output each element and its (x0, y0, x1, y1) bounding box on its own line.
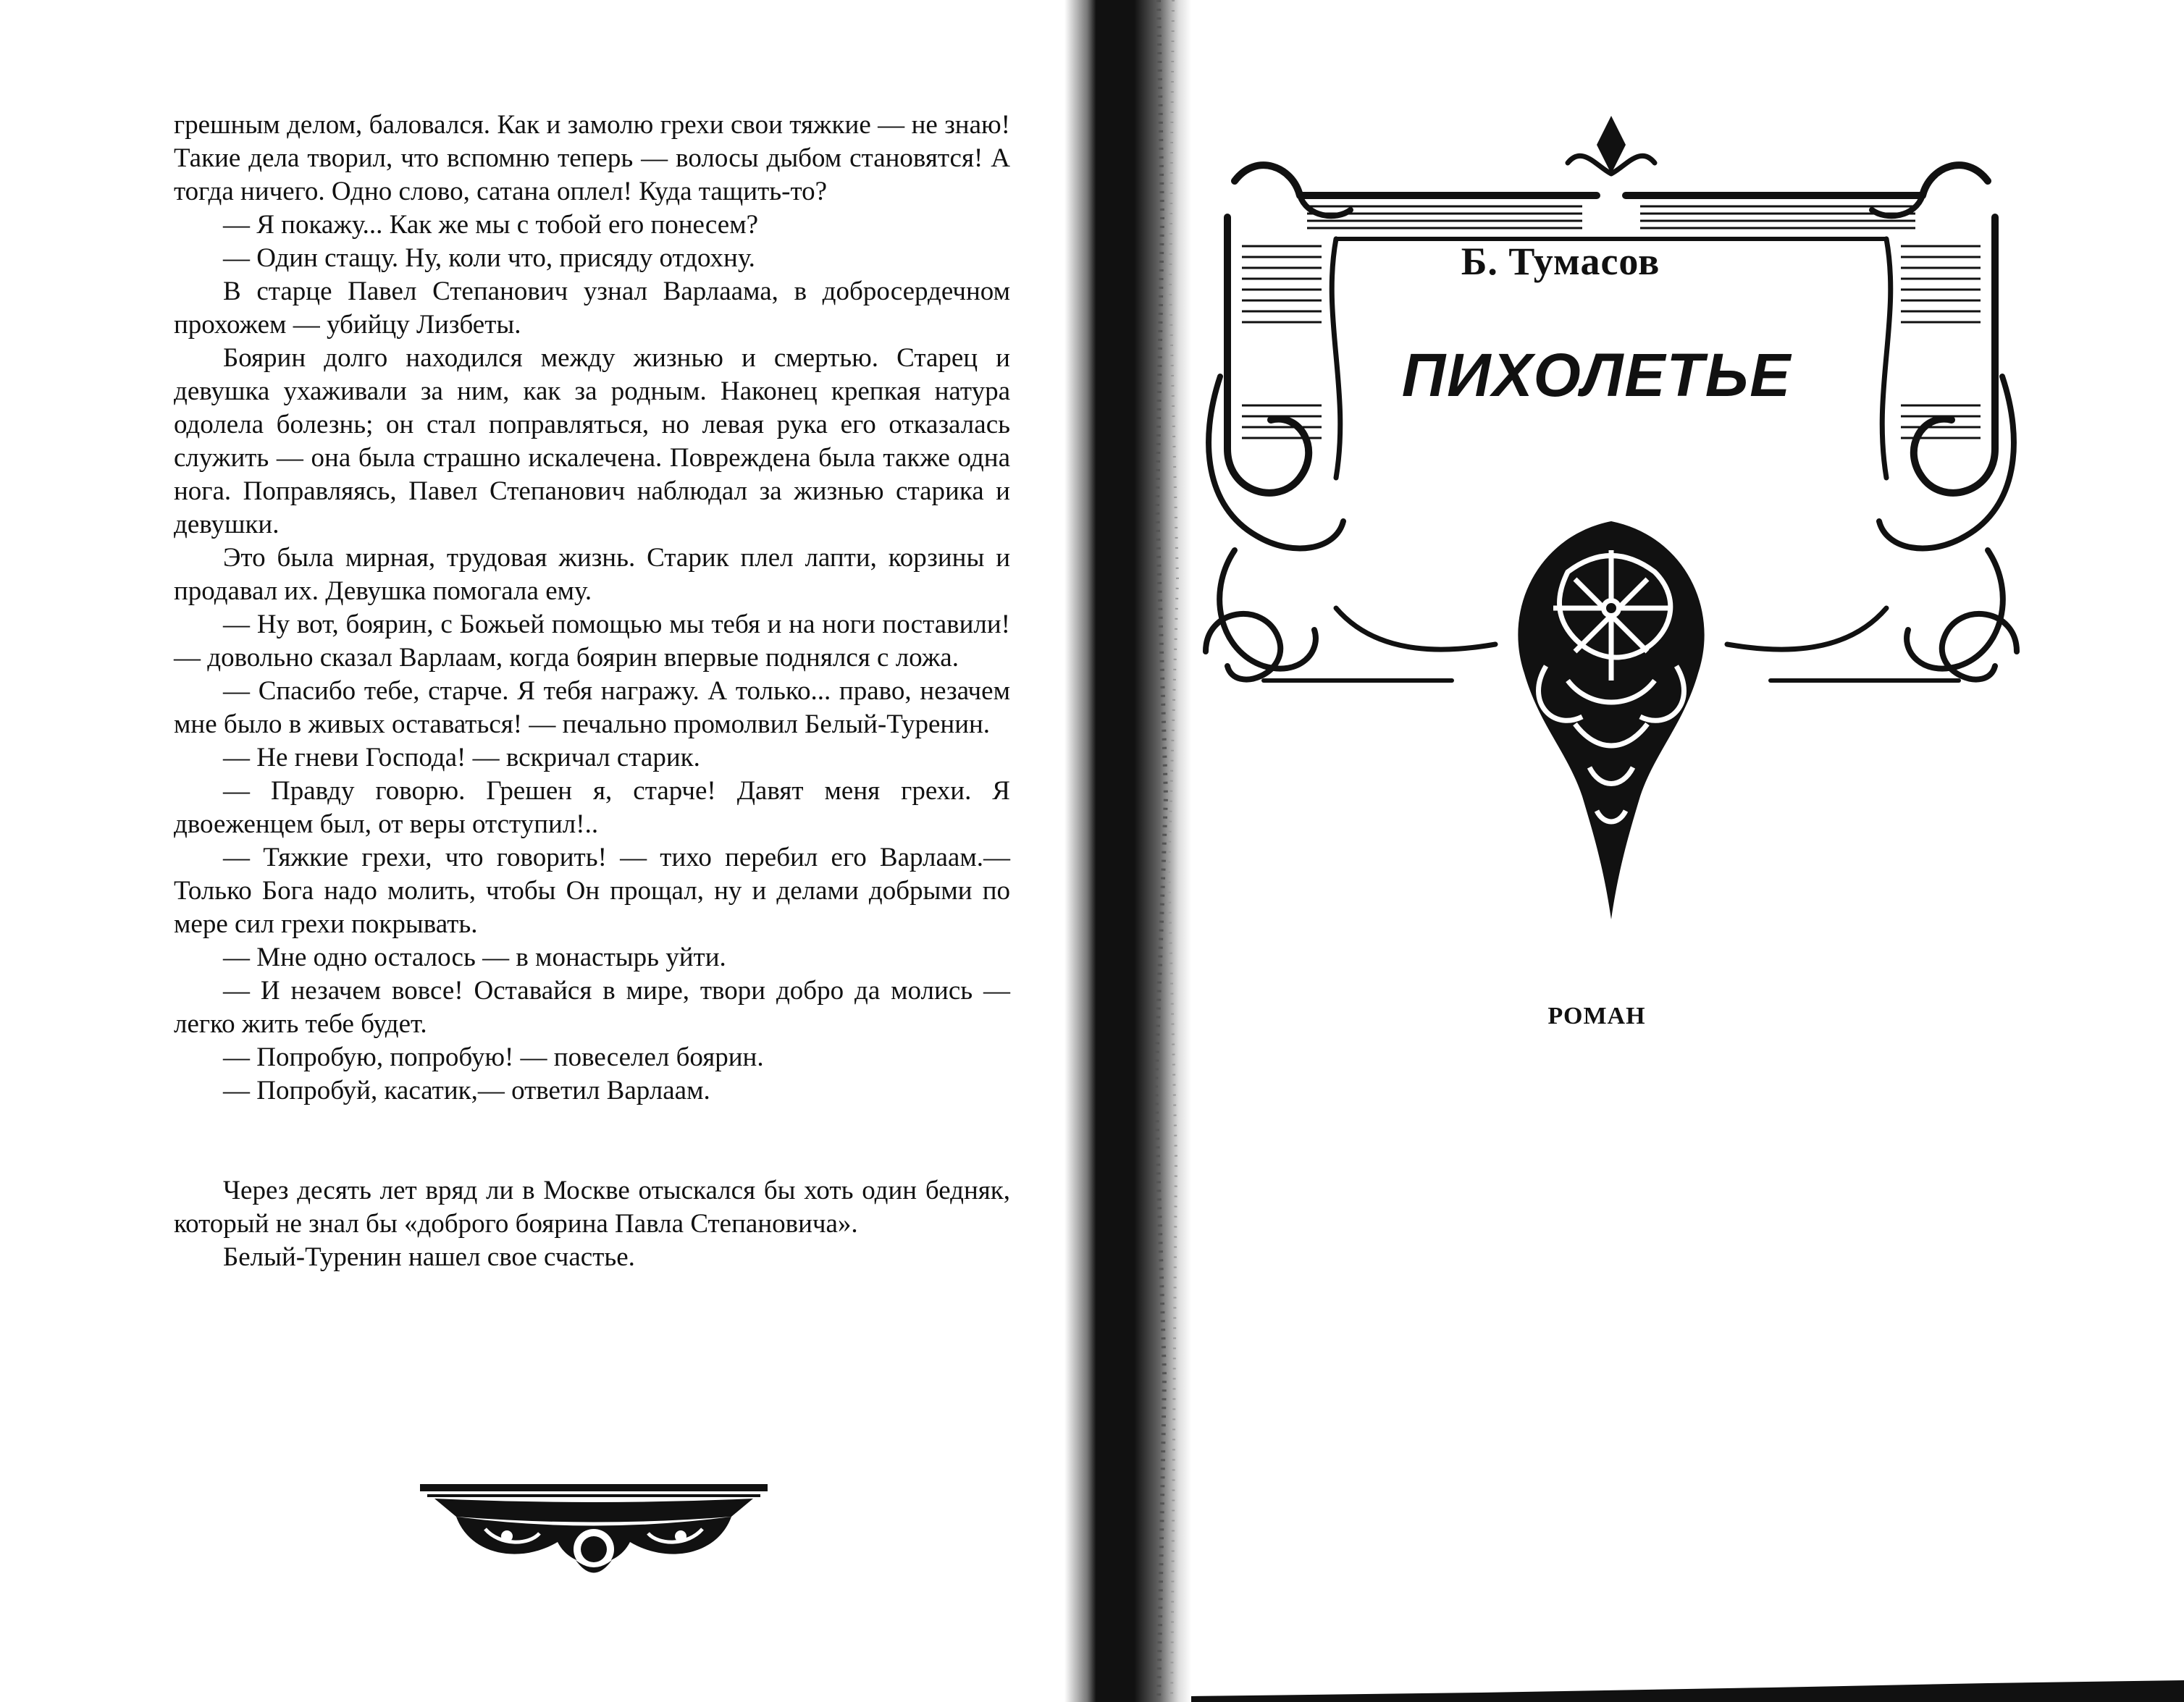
tailpiece-ornament (413, 1477, 775, 1585)
paragraph: — Тяжкие грехи, что говорить! — тихо перебил его Варлаам.— Только Бога надо молить, чтобы Он прощал, ну и делами добрыми по мере сил грехи покрывать. (174, 843, 1010, 939)
paragraph: Через десять лет вряд ли в Москве отыскался бы хоть один бедняк, который не знал бы «доброго боярина Павла Степановича». (174, 1176, 1010, 1239)
paragraph: грешным делом, баловался. Как и замолю грехи свои тяжкие — не знаю! Такие дела творил, что вспомню теперь — волосы дыбом становятся! А тогда ничего. Одно слово, сатана оплел! Куда тащить-то? (174, 110, 1010, 206)
book-title: ПИХОЛЕТЬЕ (1401, 341, 1792, 409)
paragraph: — Попробуй, касатик,— ответил Варлаам. (223, 1076, 710, 1105)
text-block (174, 109, 1010, 1274)
paragraph: — Правду говорю. Грешен я, старче! Давят меня грехи. Я двоеженцем был, от веры отступил!.. (174, 776, 1010, 839)
left-page (0, 0, 1090, 1702)
paragraph: Это была мирная, трудовая жизнь. Старик плел лапти, корзины и продавал их. Девушка помогала ему. (174, 543, 1010, 606)
book-genre: РОМАН (1547, 1003, 1646, 1029)
paragraph: Белый-Туренин нашел свое счастье. (223, 1242, 635, 1272)
paragraph: — Я покажу... Как же мы с тобой его понесем? (223, 210, 759, 240)
paragraph: — Попробую, попробую! — повеселел боярин. (223, 1042, 764, 1072)
book-author: Б. Тумасов (1461, 240, 1660, 283)
scan-edge-shadow (1191, 1653, 2184, 1702)
paragraph: — И незачем вовсе! Оставайся в мире, твори добро да молись — легко жить тебе будет. (174, 976, 1010, 1039)
paragraph: Боярин долго находился между жизнью и смертью. Старец и девушка ухаживали за ним, как за родным. Наконец крепкая натура одолела болезнь; он стал поправляться, но левая рука его отказалась служить — она была страшно искалечена. Повреждена была также одна нога. Поправляясь, Павел Степанович наблюдал за жизнью старика и девушки. (174, 343, 1010, 539)
book-gutter (1064, 0, 1191, 1702)
paragraph: — Мне одно осталось — в монастырь уйти. (223, 943, 726, 972)
paragraph: — Один стащу. Ну, коли что, присяду отдохну. (223, 243, 755, 273)
paragraph: — Спасибо тебе, старче. Я тебя награжу. А только... право, незачем мне было в живых оставаться! — печально промолвил Белый-Туренин. (174, 676, 1010, 739)
celtic-knot-frame (1191, 101, 2031, 934)
paragraph: В старце Павел Степанович узнал Варлаама, в добросердечном прохожем — убийцу Лизбеты. (174, 277, 1010, 340)
right-page (1191, 0, 2184, 1702)
paragraph: — Ну вот, боярин, с Божьей помощью мы тебя и на ноги поставили! — довольно сказал Варлаам, когда боярин впервые поднялся с ложа. (174, 610, 1010, 673)
paragraph: — Не гневи Господа! — вскричал старик. (223, 743, 700, 772)
